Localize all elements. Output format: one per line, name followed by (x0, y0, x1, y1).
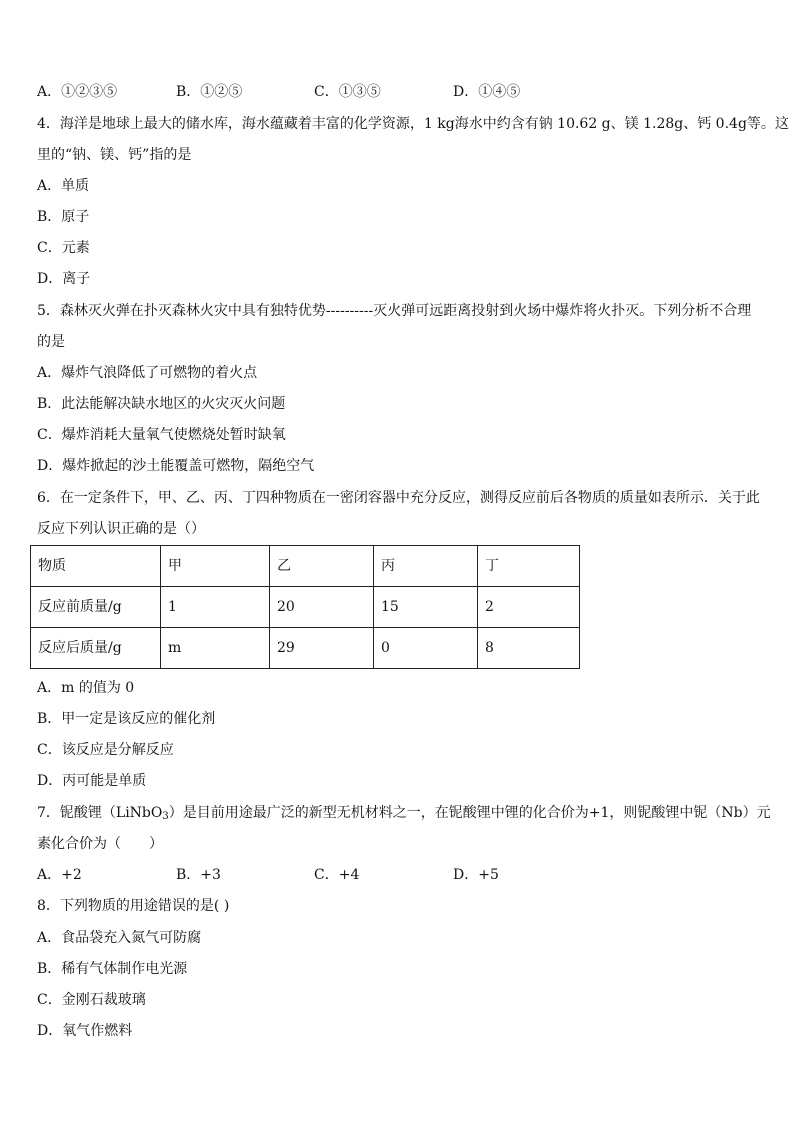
q5-option-a: A．爆炸气浪降低了可燃物的着火点 (37, 365, 258, 381)
q4-option-c: C．元素 (37, 240, 90, 256)
q6-option-c: C．该反应是分解反应 (37, 742, 174, 758)
table-row (31, 587, 580, 628)
q8-option-a: A．食品袋充入氮气可防腐 (37, 930, 202, 946)
q4-option-a: A．单质 (37, 178, 90, 194)
q3-option-c: C．①③⑤ (314, 84, 381, 100)
table-header-row (31, 546, 580, 587)
q7-option-c: C．+4 (314, 867, 360, 883)
q7-subscript: 3 (162, 811, 169, 822)
q7-option-d: D．+5 (453, 867, 499, 883)
table-row (31, 628, 580, 669)
q4-option-b: B．原子 (37, 209, 90, 225)
q3-option-b: B．①②⑤ (176, 84, 243, 100)
table-cell: 0 (374, 628, 478, 669)
q7-option-a: A．+2 (37, 867, 82, 883)
table-cell: 20 (270, 587, 374, 628)
q7-stem-line1 (37, 803, 771, 823)
table-cell: 15 (374, 587, 478, 628)
q4-stem-line1: 4．海洋是地球上最大的储水库，海水蕴藏着丰富的化学资源，1 kg海水中约含有钠 10.62 g、镁 1.28g、钙 0.4g等。这 (37, 116, 789, 132)
table-header-cell: 甲 (161, 546, 270, 587)
q7-option-b: B．+3 (176, 867, 221, 883)
q7-stem-part2: ）是目前用途最广泛的新型无机材料之一，在铌酸锂中锂的化合价为+1，则铌酸锂中铌（Nb）元 (168, 805, 771, 821)
q5-option-b: B．此法能解决缺水地区的火灾灭火问题 (37, 396, 286, 412)
table-cell: 8 (478, 628, 580, 669)
table-header-cell: 丙 (374, 546, 478, 587)
q6-option-a: A．m 的值为 0 (37, 680, 135, 696)
q5-option-c: C．爆炸消耗大量氧气使燃烧处暂时缺氧 (37, 427, 286, 443)
q4-option-d: D．离子 (37, 271, 91, 287)
q8-stem: 8．下列物质的用途错误的是( ) (37, 898, 230, 914)
mass-table (30, 545, 580, 669)
table-header-cell: 物质 (31, 546, 161, 587)
q3-option-d: D．①④⑤ (453, 84, 521, 100)
q7-stem-line2: 素化合价为（ ） (37, 836, 163, 852)
q4-stem-line2: 里的“钠、镁、钙”指的是 (37, 147, 192, 163)
q5-stem-line2: 的是 (37, 334, 65, 350)
q8-option-d: D．氧气作燃料 (37, 1023, 133, 1039)
q6-stem-line2: 反应下列认识正确的是（） (37, 521, 205, 537)
q3-option-a: A．①②③⑤ (37, 84, 118, 100)
table-header-cell: 丁 (478, 546, 580, 587)
q6-option-b: B．甲一定是该反应的催化剂 (37, 711, 216, 727)
table-cell: 反应前质量/g (31, 587, 161, 628)
q8-option-b: B．稀有气体制作电光源 (37, 961, 188, 977)
q6-stem-line1: 6．在一定条件下，甲、乙、丙、丁四种物质在一密闭容器中充分反应，测得反应前后各物质的质量如表所示．关于此 (37, 490, 760, 506)
table-cell: 29 (270, 628, 374, 669)
table-header-cell: 乙 (270, 546, 374, 587)
q7-stem-part1: 7．铌酸锂（LiNbO (37, 805, 163, 821)
table-cell: 反应后质量/g (31, 628, 161, 669)
table-cell: 2 (478, 587, 580, 628)
q5-option-d: D．爆炸掀起的沙土能覆盖可燃物，隔绝空气 (37, 458, 315, 474)
q8-option-c: C．金刚石裁玻璃 (37, 992, 146, 1008)
q5-stem-line1: 5．森林灭火弹在扑灭森林火灾中具有独特优势----------灭火弹可远距离投射到火场中爆炸将火扑灭。下列分析不合理 (37, 303, 752, 319)
table-cell: m (161, 628, 270, 669)
q6-option-d: D．丙可能是单质 (37, 773, 147, 789)
table-cell: 1 (161, 587, 270, 628)
